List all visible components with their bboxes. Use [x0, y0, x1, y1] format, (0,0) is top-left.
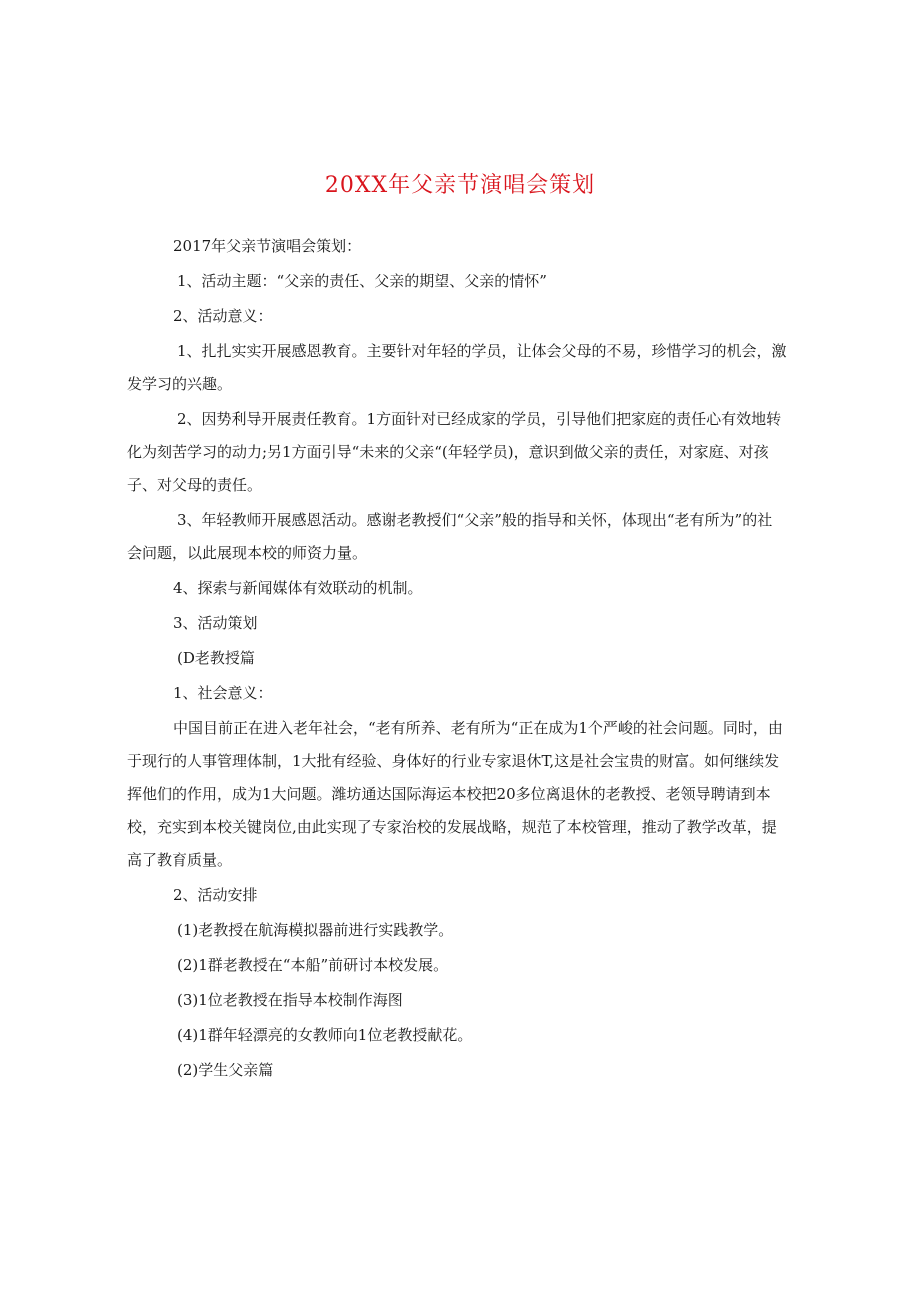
paragraph: 2017年父亲节演唱会策划： [173, 237, 362, 255]
paragraph: 4、探索与新闻媒体有效联动的机制。 [173, 579, 423, 597]
paragraph: (1)老教授在航海模拟器前进行实践教学。 [177, 921, 454, 939]
paragraph: 2、活动安排 [173, 886, 258, 904]
paragraph: 2、因势利导开展责任教育。1方面针对已经成家的学员，引导他们把家庭的责任心有效地转化为刻苦学习的动力;另1方面引导“未来的父亲“(年轻学员)，意识到做父亲的责任，对家庭、对孩子、对父母的责任。 [127, 410, 782, 494]
paragraph: (2)学生父亲篇 [177, 1061, 274, 1079]
paragraph: (D老教授篇 [177, 649, 255, 667]
paragraph: (4)1群年轻漂亮的女教师向1位老教授献花。 [177, 1026, 473, 1044]
paragraph: (3)1位老教授在指导本校制作海图 [177, 991, 403, 1009]
document-body [127, 230, 787, 1087]
paragraph: (2)1群老教授在“本船”前研讨本校发展。 [177, 956, 449, 974]
paragraph: 2、活动意义： [173, 307, 273, 325]
paragraph: 1、扎扎实实开展感恩教育。主要针对年轻的学员，让体会父母的不易，珍惜学习的机会，激发学习的兴趣。 [127, 342, 787, 393]
paragraph: 3、年轻教师开展感恩活动。感谢老教授们“父亲”般的指导和关怀，体现出“老有所为”的社会问题，以此展现本校的师资力量。 [127, 511, 773, 562]
paragraph: 1、社会意义： [173, 684, 273, 702]
paragraph: 3、活动策划 [173, 614, 258, 632]
paragraph: 中国目前正在进入老年社会，“老有所养、老有所为“正在成为1个严峻的社会问题。同时，由于现行的人事管理体制，1大批有经验、身体好的行业专家退休T,这是社会宝贵的财富。如何继续发挥他们的作用，成为1大问题。潍坊通达国际海运本校把20多位离退休的老教授、老领导聘请到本校，充实到本校关键岗位,由此实现了专家治校的发展战略，规范了本校管理，推动了教学改革，提高了教育质量。 [127, 719, 783, 869]
document-title: 20XX年父亲节演唱会策划 [324, 173, 596, 198]
paragraph: 1、活动主题：“父亲的责任、父亲的期望、父亲的情怀” [177, 272, 547, 290]
